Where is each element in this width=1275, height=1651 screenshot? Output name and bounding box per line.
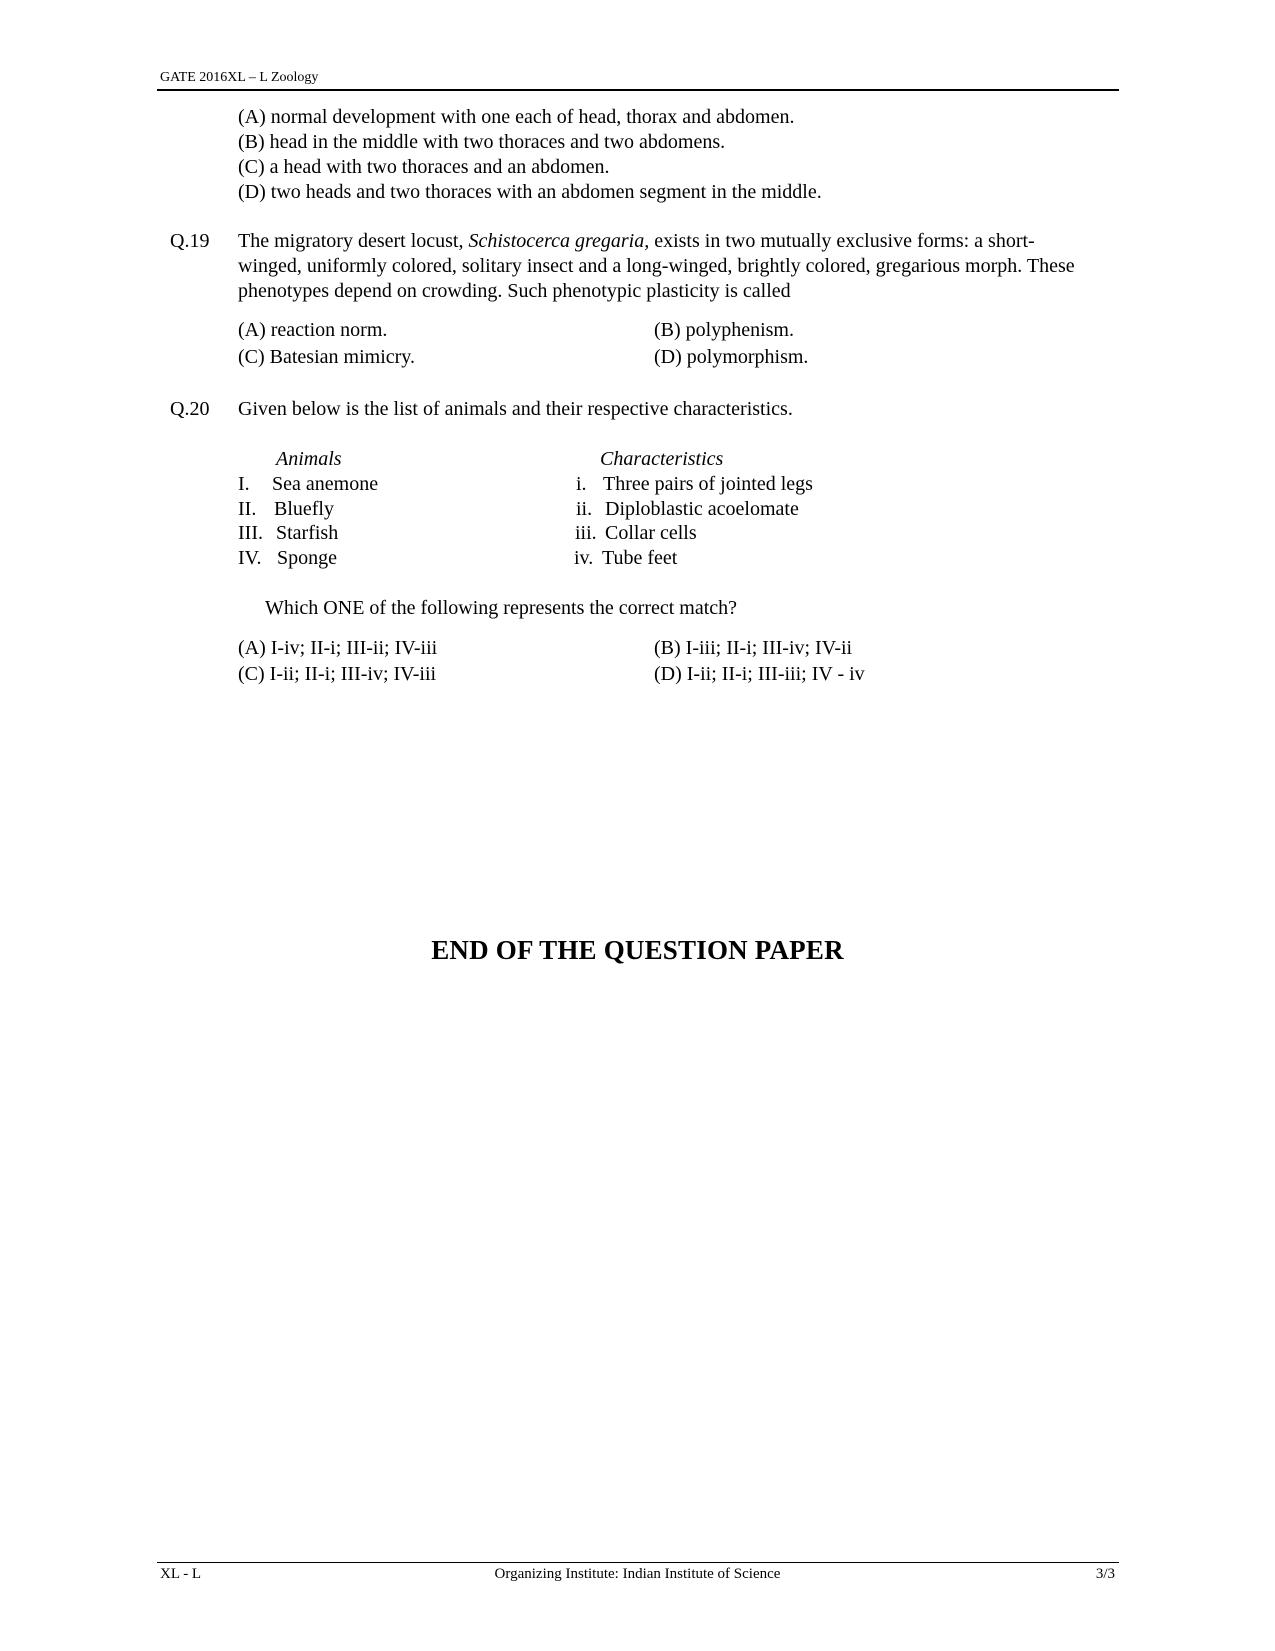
q19-question-text xyxy=(238,229,1098,304)
q19-option-d: (D) polymorphism. xyxy=(654,346,809,368)
animals-column-header: Animals xyxy=(276,448,342,470)
end-of-paper-title: END OF THE QUESTION PAPER xyxy=(431,935,844,965)
animal-numeral: III. xyxy=(238,522,263,544)
animal-numeral: II. xyxy=(238,498,257,520)
q20-option-c: (C) I-ii; II-i; III-iv; IV-iii xyxy=(238,663,437,685)
page-header-title: GATE 2016XL – L Zoology xyxy=(160,70,319,85)
animal-numeral: IV. xyxy=(238,547,262,569)
characteristic-numeral: iv. xyxy=(574,547,594,569)
q20-option-a: (A) I-iv; II-i; III-ii; IV-iii xyxy=(238,637,438,659)
q18-option-c: (C) a head with two thoraces and an abdomen. xyxy=(238,156,610,178)
q20-prompt: Which ONE of the following represents the correct match? xyxy=(265,597,738,619)
q19-text-post: exists in two mutually exclusive forms: a short-winged, uniformly colored, solitary insect and a long-winged, brightly colored, gregarious morph. These phenotypes depend on crowding. Such phenotypic plasticity is called xyxy=(238,230,1075,302)
q18-option-a: (A) normal development with one each of head, thorax and abdomen. xyxy=(238,106,795,128)
q19-species-name: Schistocerca gregaria, xyxy=(468,230,650,252)
characteristic-name: Collar cells xyxy=(605,522,697,544)
q18-option-b: (B) head in the middle with two thoraces and two abdomens. xyxy=(238,131,726,153)
characteristic-numeral: i. xyxy=(576,473,587,495)
characteristics-column-header: Characteristics xyxy=(600,448,724,470)
q19-option-a: (A) reaction norm. xyxy=(238,319,388,341)
q20-number: Q.20 xyxy=(170,398,210,420)
header-divider xyxy=(157,89,1119,91)
q19-text-pre: The migratory desert locust, xyxy=(238,230,469,252)
animal-numeral: I. xyxy=(238,473,250,495)
footer-page-number: 3/3 xyxy=(1095,1566,1115,1582)
animal-name: Sponge xyxy=(277,547,337,569)
characteristic-numeral: iii. xyxy=(575,522,597,544)
q20-question-text: Given below is the list of animals and their respective characteristics. xyxy=(238,398,793,420)
q19-number: Q.19 xyxy=(170,230,210,252)
q18-option-d: (D) two heads and two thoraces with an abdomen segment in the middle. xyxy=(238,181,822,203)
characteristic-name: Diploblastic acoelomate xyxy=(605,498,799,520)
q19-option-b: (B) polyphenism. xyxy=(654,319,794,341)
characteristic-name: Three pairs of jointed legs xyxy=(603,473,813,495)
q20-option-b: (B) I-iii; II-i; III-iv; IV-ii xyxy=(654,637,853,659)
q19-option-c: (C) Batesian mimicry. xyxy=(238,346,415,368)
animal-name: Starfish xyxy=(276,522,339,544)
characteristic-name: Tube feet xyxy=(602,547,678,569)
footer-divider xyxy=(157,1562,1119,1563)
animal-name: Bluefly xyxy=(274,498,334,520)
animal-name: Sea anemone xyxy=(272,473,379,495)
q20-option-d: (D) I-ii; II-i; III-iii; IV - iv xyxy=(654,663,865,685)
footer-paper-code: XL - L xyxy=(160,1566,202,1582)
characteristic-numeral: ii. xyxy=(576,498,593,520)
footer-organizer: Organizing Institute: Indian Institute of Science xyxy=(494,1566,781,1582)
